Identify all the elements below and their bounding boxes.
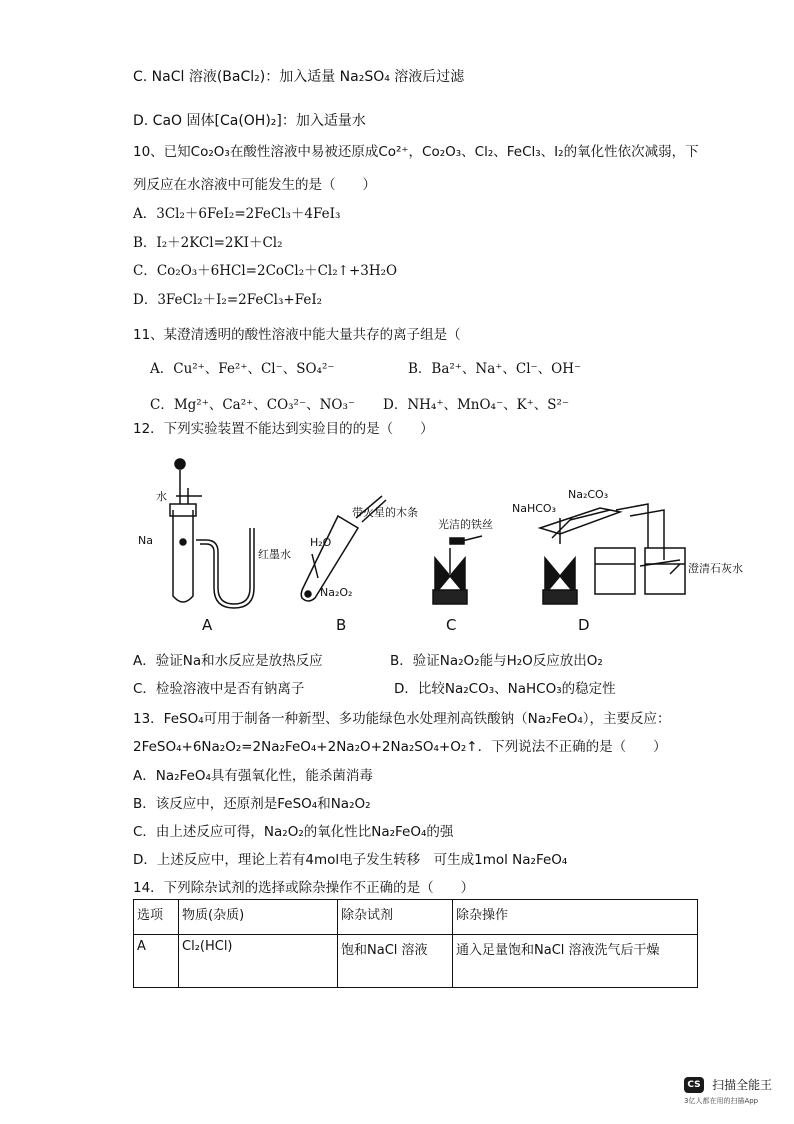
option-11a: A．Cu²⁺、Fe²⁺、Cl⁻、SO₄²⁻ [150,361,335,377]
question-12-stem: 12．下列实验装置不能达到实验目的的是（ ） [133,421,434,437]
label-red-ink: 红墨水 [258,548,291,561]
table-header: 除杂操作 [453,900,698,935]
table-cell: Cl₂(HCl) [179,935,338,988]
label-na2co3: Na₂CO₃ [568,488,609,501]
label-h2o: H₂O [310,536,332,549]
option-10c: C．Co₂O₃＋6HCl=2CoCl₂＋Cl₂↑+3H₂O [133,263,398,279]
option-12a: A．验证Na和水反应是放热反应 [133,653,323,669]
panel-label-a: A [202,616,213,634]
question-13-stem: 13．FeSO₄可用于制备一种新型、多功能绿色水处理剂高铁酸钠（Na₂FeO₄），主要反应： [133,711,671,727]
table-header: 物质(杂质) [179,900,338,935]
option-9d: D. CaO 固体[Ca(OH)₂]：加入适量水 [133,113,366,129]
option-11c: C．Mg²⁺、Ca²⁺、CO₃²⁻、NO₃⁻ [150,397,356,413]
option-12b: B．验证Na₂O₂能与H₂O反应放出O₂ [390,653,603,669]
camscanner-logo-icon: CS [684,1077,704,1093]
label-na: Na [138,534,153,547]
label-splint: 带火星的木条 [352,506,418,519]
stopper-a [170,504,196,516]
table-cell: 通入足量饱和NaCl 溶液洗气后干燥 [453,935,698,988]
impurity-removal-table [133,899,698,988]
option-9c: C. NaCl 溶液(BaCl₂)：加入适量 Na₂SO₄ 溶液后过滤 [133,69,465,85]
option-12d: D．比较Na₂CO₃、NaHCO₃的稳定性 [394,681,616,697]
question-14-stem: 14．下列除杂试剂的选择或除杂操作不正确的是（ ） [133,880,475,896]
option-11b: B．Ba²⁺、Na⁺、Cl⁻、OH⁻ [408,361,582,377]
question-10-stem-cont: 列反应在水溶液中可能发生的是（ ） [133,177,376,193]
table-header-row [134,900,698,935]
table-row [134,935,698,988]
label-water: 水 [156,490,167,503]
option-13d: D．上述反应中，理论上若有4mol电子发生转移 可生成1mol Na₂FeO₄ [133,852,568,868]
option-13a: A．Na₂FeO₄具有强氧化性，能杀菌消毒 [133,768,373,784]
option-12c: C．检验溶液中是否有钠离子 [133,681,305,697]
panel-label-d: D [578,616,590,634]
option-10d: D．3FeCl₂＋I₂=2FeCl₃+FeI₂ [133,292,323,308]
table-cell: A [134,935,179,988]
table-cell: 饱和NaCl 溶液 [338,935,453,988]
scanner-watermark [684,1074,772,1106]
option-10b: B．I₂＋2KCl=2KI＋Cl₂ [133,235,283,251]
beaker-d-right [645,548,685,594]
option-11d: D．NH₄⁺、MnO₄⁻、K⁺、S²⁻ [383,397,570,413]
experiment-apparatus-figure [120,448,760,638]
watermark-subtitle: 3亿人都在用的扫描App [684,1097,759,1105]
table-header: 选项 [134,900,179,935]
label-limewater: 澄清石灰水 [688,562,743,575]
label-nahco3: NaHCO₃ [512,502,556,515]
question-11-stem: 11、某澄清透明的酸性溶液中能大量共存的离子组是（ [133,327,461,343]
beaker-d-left [595,548,635,594]
watermark-title: 扫描全能王 [712,1078,773,1092]
table-header: 除杂试剂 [338,900,453,935]
label-na2o2: Na₂O₂ [320,586,353,599]
test-tube-a [173,510,193,602]
label-clean-wire: 光洁的铁丝 [438,518,493,531]
option-13b: B．该反应中，还原剂是FeSO₄和Na₂O₂ [133,796,371,812]
option-10a: A．3Cl₂＋6FeI₂=2FeCl₃＋4FeI₃ [133,206,341,222]
panel-label-b: B [336,616,347,634]
question-10-stem: 10、已知Co₂O₃在酸性溶液中易被还原成Co²⁺，Co₂O₃、Cl₂、FeCl₃、I₂的氧化性依次减弱，下 [133,144,699,160]
panel-label-c: C [446,616,457,634]
question-13-equation: 2FeSO₄+6Na₂O₂=2Na₂FeO₄+2Na₂O+2Na₂SO₄+O₂↑．下列说法不正确的是（ ） [133,739,667,755]
option-13c: C．由上述反应可得，Na₂O₂的氧化性比Na₂FeO₄的强 [133,824,454,840]
